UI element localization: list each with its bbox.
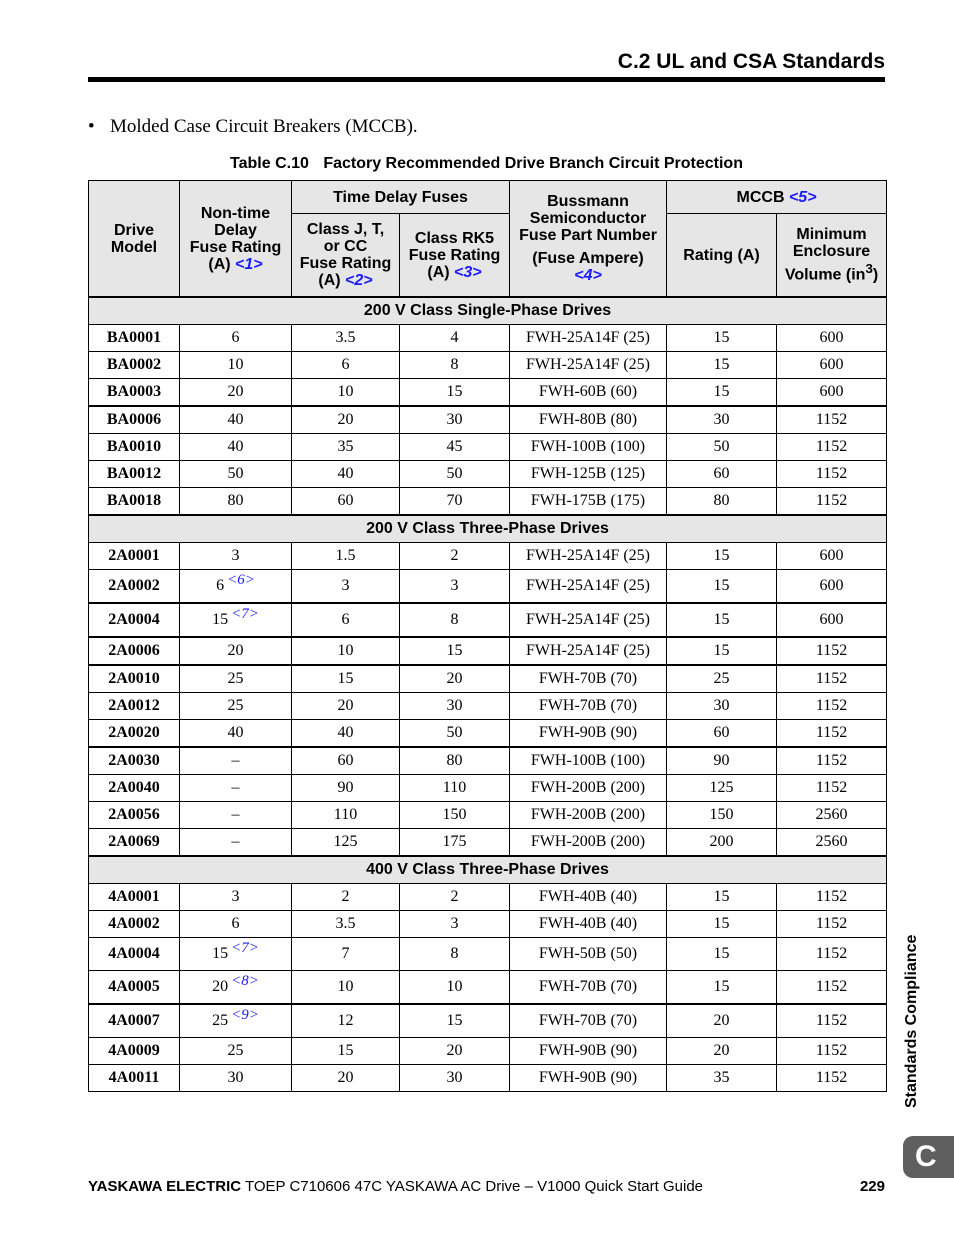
- rk5-cell: 15: [400, 379, 510, 407]
- buss-cell: FWH-80B (80): [510, 406, 667, 434]
- drive-model-cell: 4A0011: [89, 1065, 180, 1092]
- rk5-cell: 15: [400, 1004, 510, 1038]
- rating-cell: 15: [667, 570, 777, 604]
- table-caption-title: Factory Recommended Drive Branch Circuit Protection: [323, 155, 743, 172]
- buss-cell: FWH-70B (70): [510, 665, 667, 693]
- table-row: [89, 884, 887, 911]
- ntd-cell: [180, 1004, 292, 1038]
- classj-cell: 35: [292, 434, 400, 461]
- rk5-cell: 8: [400, 603, 510, 637]
- ntd-cell: [180, 938, 292, 971]
- drive-model-cell: BA0010: [89, 434, 180, 461]
- table-caption-number: Table C.10: [230, 155, 309, 172]
- drive-model-cell: 4A0001: [89, 884, 180, 911]
- drive-model-cell: BA0012: [89, 461, 180, 488]
- ntd-cell: 40: [180, 434, 292, 461]
- enclosure-cell: 1152: [777, 747, 887, 775]
- footnote-link[interactable]: <2>: [345, 272, 373, 289]
- table-row: [89, 570, 887, 604]
- enclosure-cell: 600: [777, 325, 887, 352]
- classj-cell: 60: [292, 488, 400, 516]
- ntd-cell: 80: [180, 488, 292, 516]
- page-number: 229: [859, 1178, 885, 1195]
- drive-model-cell: 2A0030: [89, 747, 180, 775]
- ntd-value: 6: [216, 577, 225, 594]
- buss-cell: FWH-200B (200): [510, 775, 667, 802]
- rk5-cell: 30: [400, 406, 510, 434]
- table-row: [89, 434, 887, 461]
- rating-cell: 60: [667, 720, 777, 748]
- drive-model-cell: 4A0005: [89, 971, 180, 1005]
- bullet-item: [88, 116, 418, 138]
- rating-cell: 35: [667, 1065, 777, 1092]
- drive-model-cell: 2A0002: [89, 570, 180, 604]
- header-non-time-delay: Non-time Delay Fuse Rating (A) <1>: [180, 181, 292, 298]
- classj-cell: 12: [292, 1004, 400, 1038]
- drive-model-cell: 2A0004: [89, 603, 180, 637]
- ntd-cell: 25: [180, 693, 292, 720]
- rk5-cell: 70: [400, 488, 510, 516]
- rk5-cell: 3: [400, 570, 510, 604]
- ntd-cell: [180, 971, 292, 1005]
- buss-cell: FWH-90B (90): [510, 720, 667, 748]
- buss-cell: FWH-70B (70): [510, 1004, 667, 1038]
- table-caption: [88, 155, 885, 173]
- rk5-cell: 30: [400, 693, 510, 720]
- drive-model-cell: BA0006: [89, 406, 180, 434]
- buss-cell: FWH-25A14F (25): [510, 352, 667, 379]
- enclosure-cell: 600: [777, 603, 887, 637]
- bullet-symbol: •: [88, 116, 95, 137]
- header-class-j: Class J, T, or CC Fuse Rating (A) <2>: [292, 214, 400, 298]
- buss-cell: FWH-200B (200): [510, 829, 667, 857]
- table-row: [89, 488, 887, 516]
- rating-cell: 20: [667, 1004, 777, 1038]
- enclosure-cell: 600: [777, 543, 887, 570]
- rating-cell: 20: [667, 1038, 777, 1065]
- table-row: [89, 802, 887, 829]
- table-row: [89, 1065, 887, 1092]
- classj-cell: 10: [292, 971, 400, 1005]
- side-tab-label: Standards Compliance: [903, 934, 920, 1108]
- drive-model-cell: 4A0009: [89, 1038, 180, 1065]
- ntd-cell: 50: [180, 461, 292, 488]
- rk5-cell: 8: [400, 938, 510, 971]
- classj-cell: 110: [292, 802, 400, 829]
- ntd-cell: 30: [180, 1065, 292, 1092]
- table-row: [89, 352, 887, 379]
- buss-cell: FWH-40B (40): [510, 884, 667, 911]
- header-min-enclosure: Minimum Enclosure Volume $(in^3)$: [777, 214, 887, 298]
- classj-cell: 125: [292, 829, 400, 857]
- drive-model-cell: BA0001: [89, 325, 180, 352]
- table-row: [89, 543, 887, 570]
- ntd-value: 20: [212, 978, 229, 995]
- table-row: [89, 720, 887, 748]
- table-row: [89, 1038, 887, 1065]
- drive-model-cell: BA0003: [89, 379, 180, 407]
- buss-cell: FWH-125B (125): [510, 461, 667, 488]
- rk5-cell: 3: [400, 911, 510, 938]
- rating-cell: 15: [667, 352, 777, 379]
- group-title: 200 V Class Three-Phase Drives: [89, 515, 887, 543]
- buss-cell: FWH-200B (200): [510, 802, 667, 829]
- header-class-rk5: Class RK5 Fuse Rating (A) <3>: [400, 214, 510, 298]
- header-mccb: MCCB <5>: [667, 181, 887, 214]
- ntd-value: 15: [212, 945, 229, 962]
- enclosure-cell: 1152: [777, 775, 887, 802]
- buss-cell: FWH-25A14F (25): [510, 637, 667, 665]
- enclosure-cell: 1152: [777, 637, 887, 665]
- header-drive-model: Drive Model: [89, 181, 180, 298]
- enclosure-cell: 1152: [777, 1065, 887, 1092]
- buss-cell: FWH-90B (90): [510, 1065, 667, 1092]
- buss-cell: FWH-175B (175): [510, 488, 667, 516]
- section-title: C.2 UL and CSA Standards: [617, 50, 885, 73]
- footnote-link[interactable]: <7>: [231, 606, 259, 622]
- ntd-cell: 20: [180, 637, 292, 665]
- enclosure-cell: 600: [777, 570, 887, 604]
- classj-cell: 40: [292, 720, 400, 748]
- rating-cell: 15: [667, 971, 777, 1005]
- ntd-cell: 6: [180, 911, 292, 938]
- ntd-cell: [180, 570, 292, 604]
- table-row: [89, 938, 887, 971]
- table-row: [89, 971, 887, 1005]
- rating-cell: 125: [667, 775, 777, 802]
- enclosure-cell: 600: [777, 379, 887, 407]
- footer-doc: TOEP C710606 47C YASKAWA AC Drive – V1000 Quick Start Guide: [244, 1178, 703, 1195]
- buss-cell: FWH-60B (60): [510, 379, 667, 407]
- rating-cell: 90: [667, 747, 777, 775]
- ntd-cell: 20: [180, 379, 292, 407]
- enclosure-cell: 2560: [777, 829, 887, 857]
- protection-table: [88, 180, 887, 1092]
- footnote-link[interactable]: <3>: [454, 263, 482, 281]
- classj-cell: 15: [292, 1038, 400, 1065]
- table-row: [89, 379, 887, 407]
- table-row: [89, 461, 887, 488]
- classj-cell: 6: [292, 352, 400, 379]
- ntd-cell: 10: [180, 352, 292, 379]
- ntd-value: 25: [212, 1012, 229, 1029]
- drive-model-cell: 2A0020: [89, 720, 180, 748]
- rating-cell: 15: [667, 884, 777, 911]
- table-row: [89, 775, 887, 802]
- rating-cell: 30: [667, 693, 777, 720]
- buss-cell: FWH-25A14F (25): [510, 325, 667, 352]
- rk5-cell: 8: [400, 352, 510, 379]
- ntd-cell: 6: [180, 325, 292, 352]
- enclosure-cell: 1152: [777, 406, 887, 434]
- classj-cell: 10: [292, 637, 400, 665]
- footer: [88, 1178, 885, 1195]
- rating-cell: 30: [667, 406, 777, 434]
- ntd-cell: 40: [180, 720, 292, 748]
- table-row: [89, 665, 887, 693]
- drive-model-cell: 2A0040: [89, 775, 180, 802]
- drive-model-cell: 2A0006: [89, 637, 180, 665]
- enclosure-cell: 1152: [777, 1004, 887, 1038]
- rating-cell: 15: [667, 637, 777, 665]
- footer-brand: YASKAWA ELECTRIC: [88, 1178, 242, 1195]
- header-bussmann: Bussmann Semiconductor Fuse Part Number (Fuse Ampere) <4>: [510, 181, 667, 298]
- ntd-value: 15: [212, 611, 229, 628]
- enclosure-cell: 1152: [777, 971, 887, 1005]
- ntd-cell: 25: [180, 1038, 292, 1065]
- ntd-cell: –: [180, 775, 292, 802]
- footnote-link[interactable]: <6>: [227, 572, 255, 588]
- rk5-cell: 110: [400, 775, 510, 802]
- buss-cell: FWH-100B (100): [510, 434, 667, 461]
- buss-cell: FWH-70B (70): [510, 693, 667, 720]
- rk5-cell: 20: [400, 1038, 510, 1065]
- buss-cell: FWH-25A14F (25): [510, 603, 667, 637]
- drive-model-cell: 2A0069: [89, 829, 180, 857]
- enclosure-cell: 1152: [777, 434, 887, 461]
- drive-model-cell: 2A0056: [89, 802, 180, 829]
- drive-model-cell: 4A0002: [89, 911, 180, 938]
- rk5-cell: 80: [400, 747, 510, 775]
- rk5-cell: 4: [400, 325, 510, 352]
- ntd-cell: 3: [180, 543, 292, 570]
- classj-cell: 20: [292, 1065, 400, 1092]
- ntd-cell: –: [180, 802, 292, 829]
- buss-cell: FWH-40B (40): [510, 911, 667, 938]
- header-time-delay-fuses: Time Delay Fuses: [292, 181, 510, 214]
- footnote-link[interactable]: <5>: [788, 188, 817, 206]
- buss-cell: FWH-25A14F (25): [510, 543, 667, 570]
- classj-cell: 6: [292, 603, 400, 637]
- table-row: [89, 603, 887, 637]
- group-row: [89, 515, 887, 543]
- rk5-cell: 2: [400, 884, 510, 911]
- rating-cell: 15: [667, 911, 777, 938]
- rating-cell: 80: [667, 488, 777, 516]
- enclosure-cell: 1152: [777, 693, 887, 720]
- drive-model-cell: 2A0001: [89, 543, 180, 570]
- ntd-cell: 40: [180, 406, 292, 434]
- ntd-cell: 3: [180, 884, 292, 911]
- rk5-cell: 15: [400, 637, 510, 665]
- buss-cell: FWH-90B (90): [510, 1038, 667, 1065]
- rk5-cell: 2: [400, 543, 510, 570]
- classj-cell: 60: [292, 747, 400, 775]
- header-rule: [88, 77, 885, 82]
- rating-cell: 200: [667, 829, 777, 857]
- rating-cell: 50: [667, 434, 777, 461]
- footnote-link[interactable]: <8>: [231, 973, 259, 989]
- rk5-cell: 175: [400, 829, 510, 857]
- rk5-cell: 30: [400, 1065, 510, 1092]
- drive-model-cell: 2A0010: [89, 665, 180, 693]
- footnote-link[interactable]: <4>: [574, 267, 602, 284]
- chapter-tab: C: [903, 1136, 954, 1178]
- group-title: 200 V Class Single-Phase Drives: [89, 297, 887, 325]
- enclosure-cell: 1152: [777, 911, 887, 938]
- drive-model-cell: 4A0004: [89, 938, 180, 971]
- enclosure-cell: 600: [777, 352, 887, 379]
- buss-cell: FWH-25A14F (25): [510, 570, 667, 604]
- drive-model-cell: 4A0007: [89, 1004, 180, 1038]
- classj-cell: 3.5: [292, 911, 400, 938]
- rating-cell: 60: [667, 461, 777, 488]
- ntd-cell: –: [180, 747, 292, 775]
- rk5-cell: 50: [400, 720, 510, 748]
- enclosure-cell: 1152: [777, 720, 887, 748]
- header-rating: Rating (A): [667, 214, 777, 298]
- ntd-cell: 25: [180, 665, 292, 693]
- buss-cell: FWH-70B (70): [510, 971, 667, 1005]
- classj-cell: 1.5: [292, 543, 400, 570]
- rating-cell: 25: [667, 665, 777, 693]
- bullet-text: Molded Case Circuit Breakers (MCCB).: [110, 116, 418, 137]
- rk5-cell: 45: [400, 434, 510, 461]
- buss-cell: FWH-50B (50): [510, 938, 667, 971]
- drive-model-cell: BA0018: [89, 488, 180, 516]
- table-row: [89, 911, 887, 938]
- table-row: [89, 406, 887, 434]
- classj-cell: 20: [292, 406, 400, 434]
- classj-cell: 2: [292, 884, 400, 911]
- drive-model-cell: 2A0012: [89, 693, 180, 720]
- enclosure-cell: 2560: [777, 802, 887, 829]
- classj-cell: 3: [292, 570, 400, 604]
- rating-cell: 150: [667, 802, 777, 829]
- table-row: [89, 829, 887, 857]
- classj-cell: 90: [292, 775, 400, 802]
- rating-cell: 15: [667, 325, 777, 352]
- classj-cell: 40: [292, 461, 400, 488]
- enclosure-cell: 1152: [777, 461, 887, 488]
- table-row: [89, 325, 887, 352]
- classj-cell: 20: [292, 693, 400, 720]
- rating-cell: 15: [667, 379, 777, 407]
- enclosure-cell: 1152: [777, 938, 887, 971]
- enclosure-cell: 1152: [777, 884, 887, 911]
- enclosure-cell: 1152: [777, 665, 887, 693]
- classj-cell: 10: [292, 379, 400, 407]
- buss-cell: FWH-100B (100): [510, 747, 667, 775]
- ntd-cell: [180, 603, 292, 637]
- rk5-cell: 10: [400, 971, 510, 1005]
- enclosure-cell: 1152: [777, 488, 887, 516]
- rating-cell: 15: [667, 938, 777, 971]
- classj-cell: 7: [292, 938, 400, 971]
- rating-cell: 15: [667, 603, 777, 637]
- rating-cell: 15: [667, 543, 777, 570]
- table-row: [89, 637, 887, 665]
- enclosure-cell: 1152: [777, 1038, 887, 1065]
- footnote-link[interactable]: <9>: [231, 1007, 259, 1023]
- footnote-link[interactable]: <7>: [231, 940, 259, 956]
- table-row: [89, 1004, 887, 1038]
- rk5-cell: 50: [400, 461, 510, 488]
- rk5-cell: 20: [400, 665, 510, 693]
- rk5-cell: 150: [400, 802, 510, 829]
- group-row: [89, 297, 887, 325]
- group-title: 400 V Class Three-Phase Drives: [89, 856, 887, 884]
- table-row: [89, 747, 887, 775]
- ntd-cell: –: [180, 829, 292, 857]
- footnote-link[interactable]: <1>: [235, 255, 263, 273]
- classj-cell: 15: [292, 665, 400, 693]
- drive-model-cell: BA0002: [89, 352, 180, 379]
- group-row: [89, 856, 887, 884]
- table-row: [89, 693, 887, 720]
- classj-cell: 3.5: [292, 325, 400, 352]
